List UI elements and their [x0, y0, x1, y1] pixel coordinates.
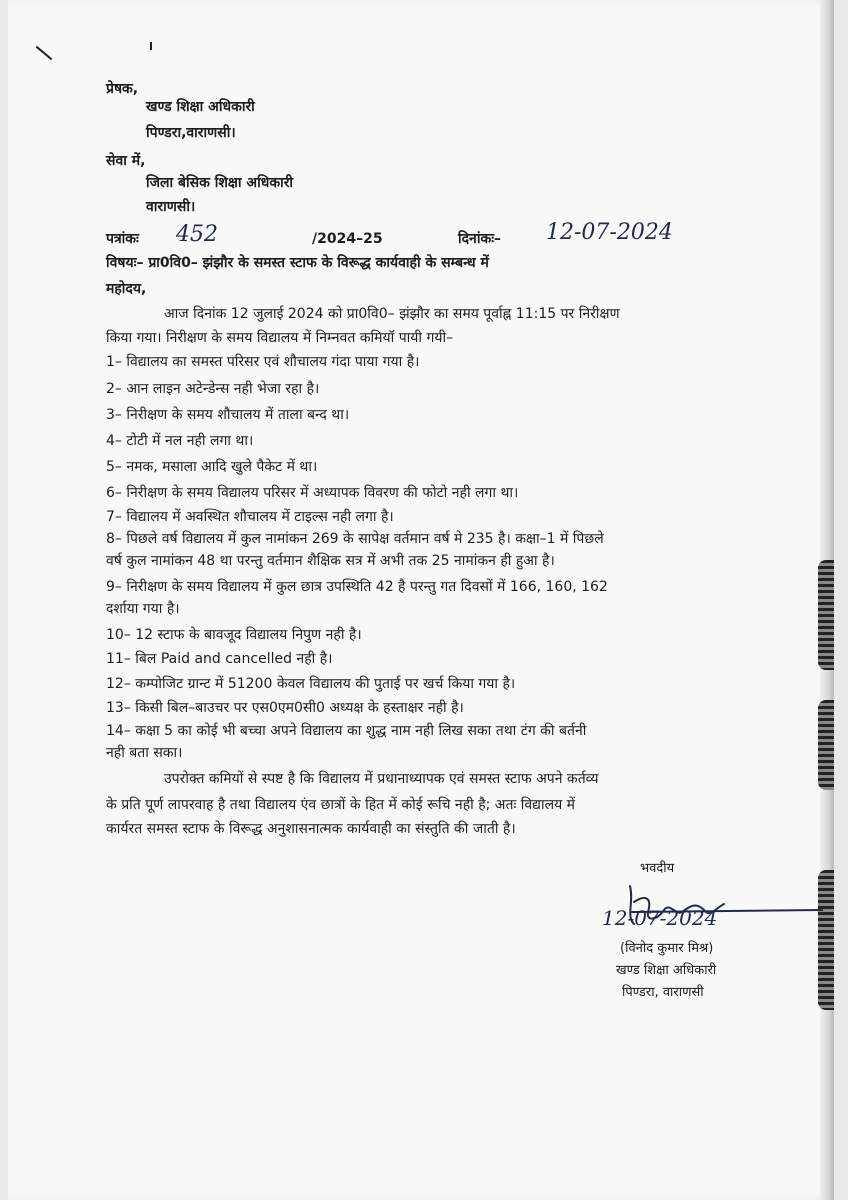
conclusion-line-3: कार्यरत समस्त स्टाफ के विरूद्ध अनुशासनात्मक कार्यवाही का संस्तुति की जाती है। — [106, 821, 516, 837]
point-8-line-1: 8– पिछले वर्ष विद्यालय में कुल नामांकन 269 के सापेक्ष वर्तमान वर्ष मे 235 है। कक्षा–1 में पिछले — [106, 531, 604, 547]
point-1: 1– विद्यालय का समस्त परिसर एवं शौचालय गंदा पाया गया है। — [106, 354, 420, 370]
signature-date: 12-07-2024 — [602, 906, 718, 930]
recipient-location: वाराणसी। — [146, 199, 196, 215]
recipient-label: सेवा में, — [106, 153, 146, 169]
subject-line: विषयः– प्रा0वि0– झंझौर के समस्त स्टाफ के विरूद्ध कार्यवाही के सम्बन्ध में — [106, 255, 489, 271]
point-8-line-2: वर्ष कुल नामांकन 48 था परन्तु वर्तमान शैक्षिक सत्र में अभी तक 25 नामांकन ही हुआ है। — [106, 553, 555, 569]
point-9-line-1: 9– निरीक्षण के समय विद्यालय में कुल छात्र उपस्थिति 42 है परन्तु गत दिवसों में 166, 160, 162 — [106, 579, 608, 595]
sender-designation: खण्ड शिक्षा अधिकारी — [146, 99, 255, 115]
salutation: महोदय, — [106, 281, 147, 297]
point-12: 12– कम्पोजिट ग्रान्ट में 51200 केवल विद्यालय की पुताई पर खर्च किया गया है। — [106, 676, 516, 692]
point-14-line-2: नही बता सका। — [106, 745, 183, 761]
intro-line-2: किया गया। निरीक्षण के समय विद्यालय में निम्नवत कमियॉ पायी गयी– — [106, 330, 454, 346]
point-11: 11– बिल Paid and cancelled नही है। — [106, 651, 333, 667]
point-13: 13– किसी बिल–बाउचर पर एस0एम0सी0 अध्यक्ष के हस्ताक्षर नही है। — [106, 700, 464, 716]
intro-line-1: आज दिनांक 12 जुलाई 2024 को प्रा0वि0– झंझौर का समय पूर्वाह्न 11:15 पर निरीक्षण — [164, 306, 620, 322]
reference-session: /2024–25 — [312, 231, 383, 247]
point-2: 2– आन लाइन अटेन्डेन्स नही भेजा रहा है। — [106, 381, 320, 397]
signatory-name: (विनोद कुमार मिश्र) — [620, 941, 714, 956]
conclusion-line-1: उपरोक्त कमियों से स्पष्ट है कि विद्यालय में प्रधानाध्यापक एवं समस्त स्टाफ अपने कर्तव्य — [164, 771, 599, 787]
point-4: 4– टोटी में नल नही लगा था। — [106, 433, 254, 449]
point-5: 5– नमक, मसाला आदि खुले पैकेट में था। — [106, 459, 318, 475]
sender-label: प्रेषक, — [106, 81, 139, 97]
reference-date-label: दिनांकः– — [458, 231, 502, 247]
reference-date: 12-07-2024 — [546, 220, 673, 245]
binder-clip-middle — [818, 700, 834, 790]
point-9-line-2: दर्शाया गया है। — [106, 601, 180, 617]
binder-clip-top — [818, 560, 834, 670]
sender-location: पिण्डरा,वाराणसी। — [146, 125, 236, 141]
point-14-line-1: 14– कक्षा 5 का कोई भी बच्चा अपने विद्यालय का शुद्ध नाम नही लिख सका तथा टंग की बर्तनी — [106, 723, 587, 739]
point-7: 7– विद्यालय में अवस्थित शौचालय में टाइल्स नही लगा है। — [106, 509, 394, 525]
point-6: 6– निरीक्षण के समय विद्यालय परिसर में अध्यापक विवरण की फोटो नही लगा था। — [106, 485, 519, 501]
reference-number: 452 — [176, 222, 218, 247]
signatory-designation: खण्ड शिक्षा अधिकारी — [616, 963, 717, 978]
ink-dot-mark — [150, 42, 152, 50]
signatory-location: पिण्डरा, वाराणसी — [622, 985, 704, 1000]
reference-label: पत्रांकः — [106, 231, 139, 247]
valediction: भवदीय — [640, 861, 675, 876]
point-10: 10– 12 स्टाफ के बावजूद विद्यालय निपुण नही है। — [106, 627, 362, 643]
conclusion-line-2: के प्रति पूर्ण लापरवाह है तथा विद्यालय एंव छात्रों के हित में कोई रूचि नही है; अतः विद्यालय में — [106, 797, 576, 813]
recipient-designation: जिला बेसिक शिक्षा अधिकारी — [146, 175, 294, 191]
point-3: 3– निरीक्षण के समय शौचालय में ताला बन्द था। — [106, 407, 350, 423]
